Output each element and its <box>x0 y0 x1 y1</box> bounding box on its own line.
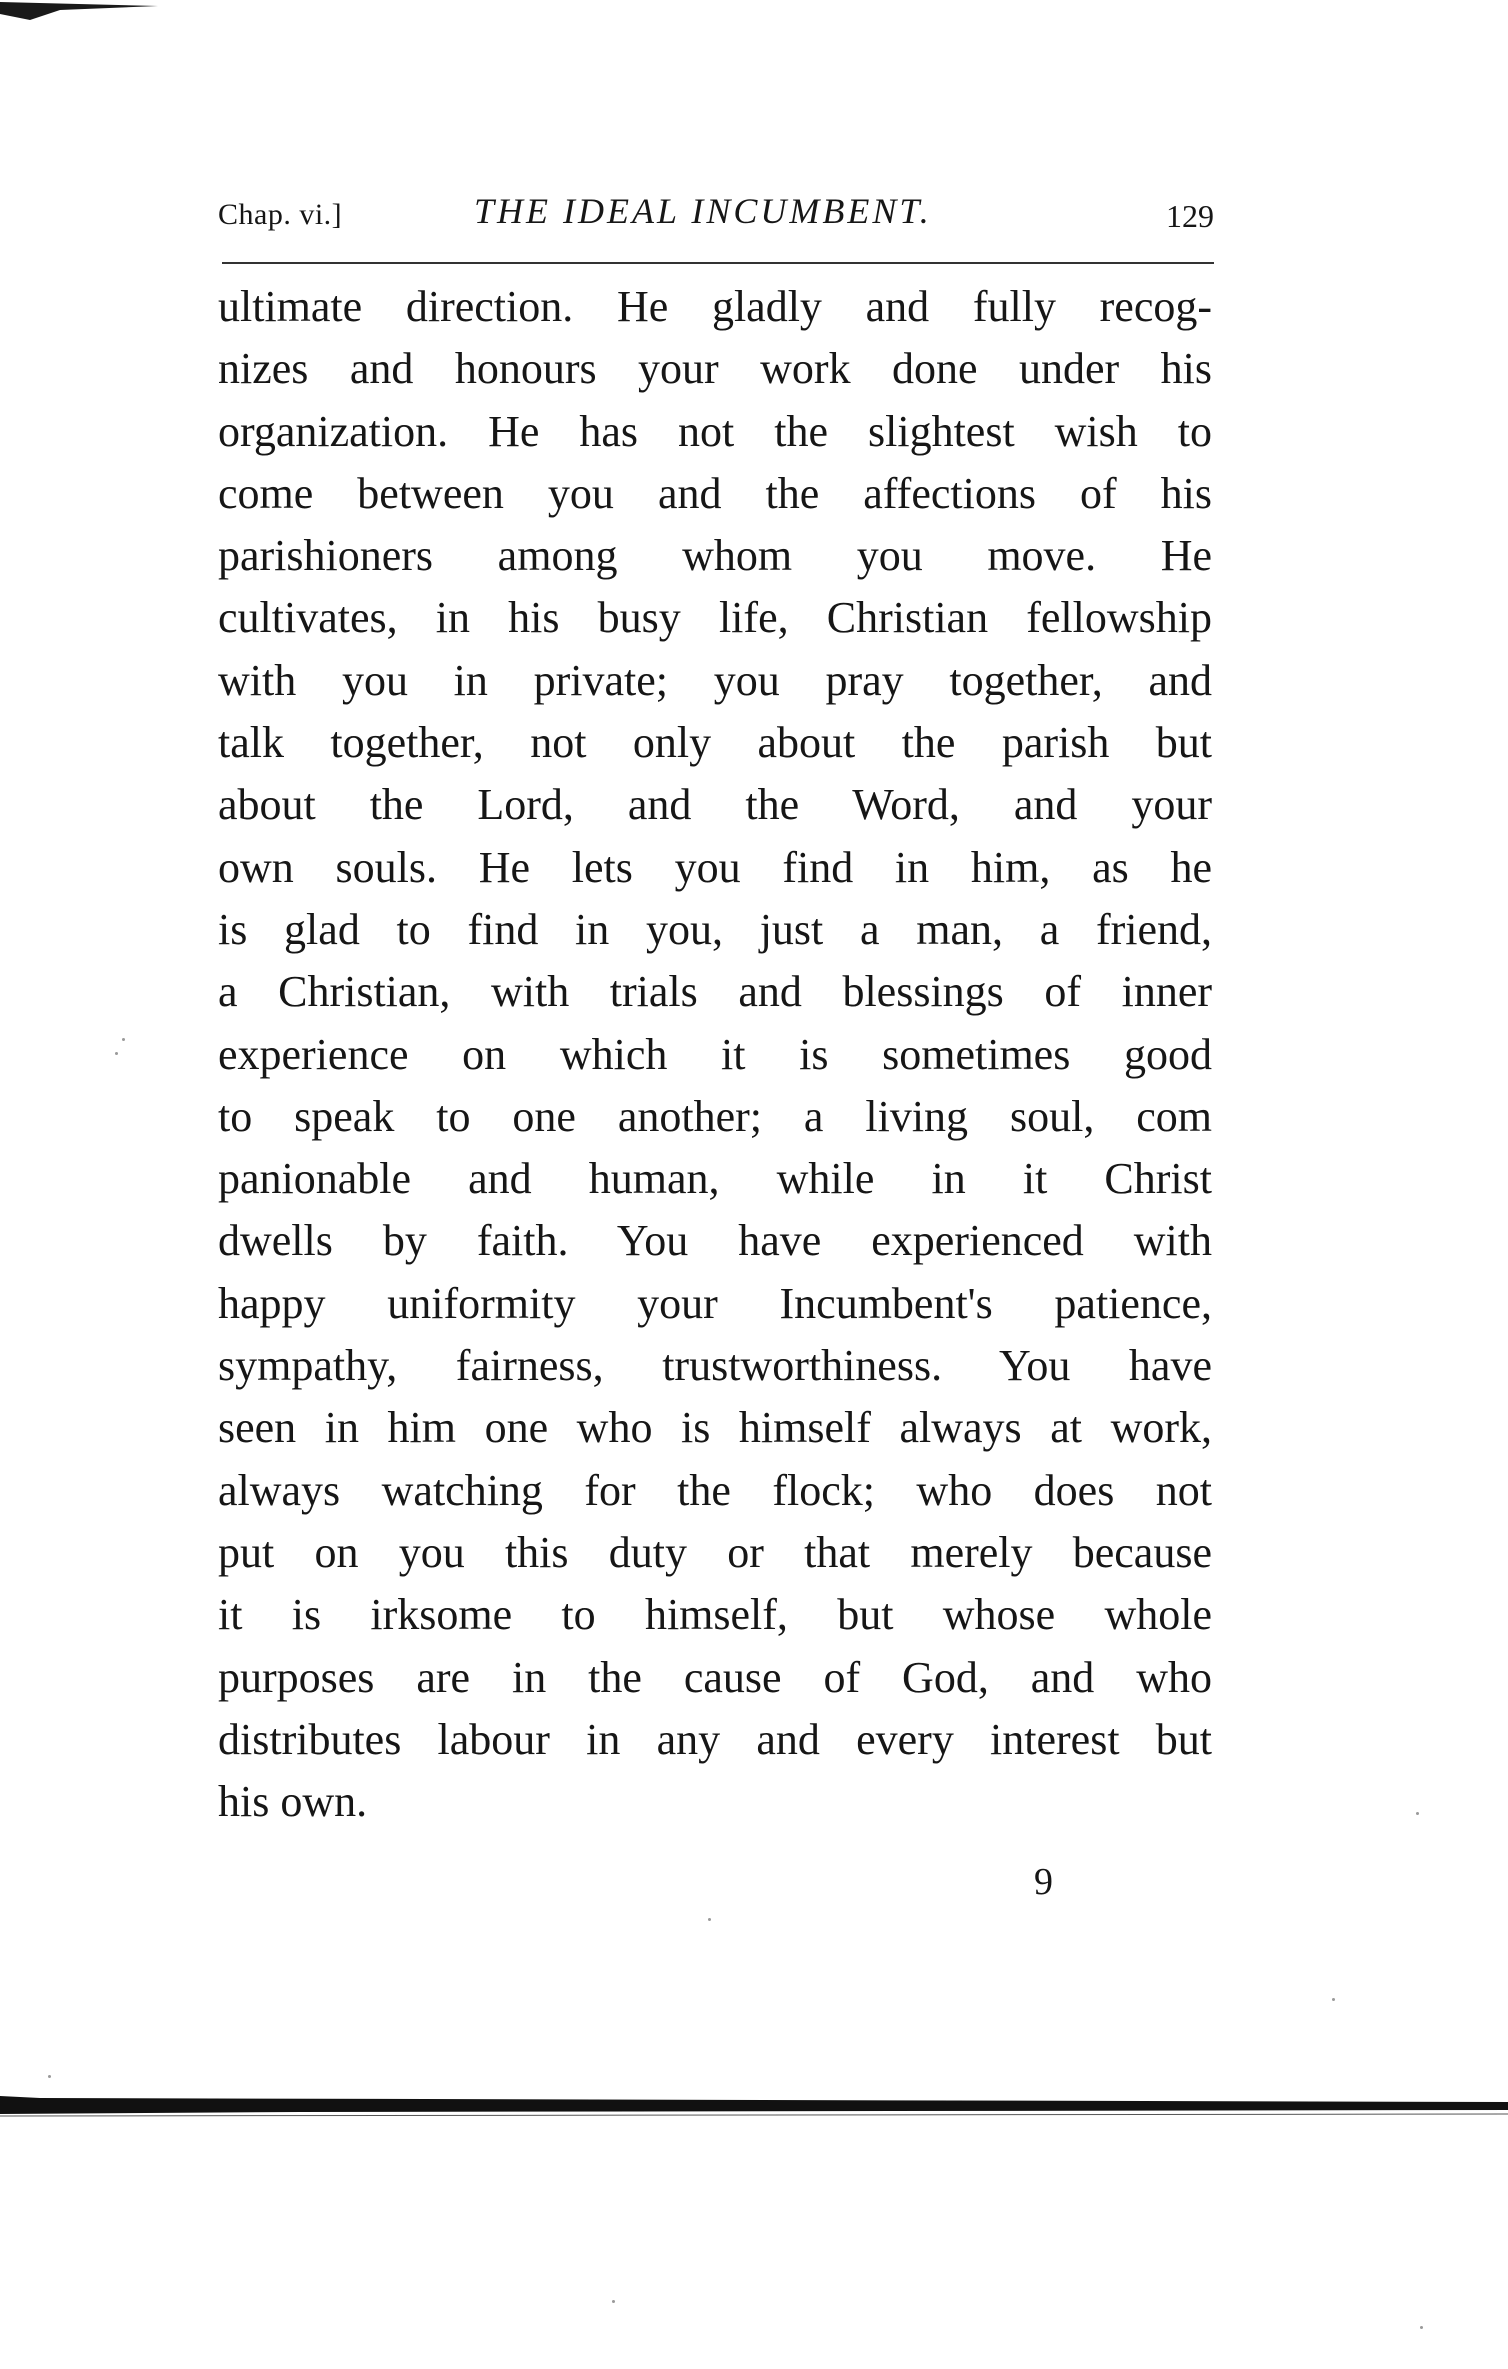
scan-speck <box>708 1918 711 1921</box>
text-line: always watching for the flock; who does not <box>218 1465 1212 1515</box>
text-line: ultimate direction. He gladly and fully recog- <box>218 282 1212 331</box>
scan-speck <box>1332 1998 1335 2001</box>
text-line: panionable and human, while in it Christ <box>218 1154 1212 1204</box>
text-line: it is irksome to himself, but whose whole <box>218 1590 1212 1640</box>
text-line: cultivates, in his busy life, Christian fellowship <box>218 593 1212 643</box>
text-line: is glad to find in you, just a man, a friend, <box>218 904 1212 954</box>
chapter-label: Chap. vi.] <box>218 198 343 231</box>
text-line: put on you this duty or that merely because <box>218 1527 1212 1577</box>
signature-mark: 9 <box>1034 1861 1053 1903</box>
scan-edge-bar <box>0 2088 1508 2118</box>
text-line: come between you and the affections of his <box>218 468 1212 518</box>
text-line: dwells by faith. You have experienced with <box>218 1216 1212 1266</box>
scan-speck <box>115 1052 118 1055</box>
text-line: organization. He has not the slightest wish to <box>218 406 1212 456</box>
page-number: 129 <box>1166 198 1214 234</box>
text-line: talk together, not only about the parish but <box>218 718 1212 768</box>
text-line: parishioners among whom you move. He <box>218 531 1212 581</box>
scan-speck <box>48 2075 51 2078</box>
text-line: seen in him one who is himself always at work, <box>218 1403 1212 1453</box>
text-line: his own. <box>218 1777 368 1827</box>
running-header <box>218 190 1214 240</box>
text-line: sympathy, fairness, trustworthiness. You have <box>218 1341 1212 1391</box>
text-line: purposes are in the cause of God, and who <box>218 1652 1212 1702</box>
header-rule <box>222 262 1214 264</box>
body-text <box>218 276 1212 1833</box>
running-title: THE IDEAL INCUMBENT. <box>474 191 932 231</box>
scan-corner-mark <box>0 0 160 22</box>
scan-speck <box>122 1038 125 1041</box>
text-line: with you in private; you pray together, and <box>218 655 1212 705</box>
text-line: own souls. He lets you find in him, as he <box>218 842 1212 892</box>
text-line: nizes and honours your work done under his <box>218 344 1212 394</box>
text-line: distributes labour in any and every interest but <box>218 1714 1212 1764</box>
text-line: about the Lord, and the Word, and your <box>218 780 1212 830</box>
text-line: to speak to one another; a living soul, com <box>218 1091 1212 1141</box>
text-line: experience on which it is sometimes good <box>218 1029 1212 1079</box>
scan-speck <box>1416 1812 1419 1815</box>
scan-speck <box>612 2300 615 2303</box>
text-line: a Christian, with trials and blessings of inner <box>218 967 1212 1017</box>
text-line: happy uniformity your Incumbent's patience, <box>218 1278 1212 1328</box>
scan-speck <box>1420 2326 1423 2329</box>
